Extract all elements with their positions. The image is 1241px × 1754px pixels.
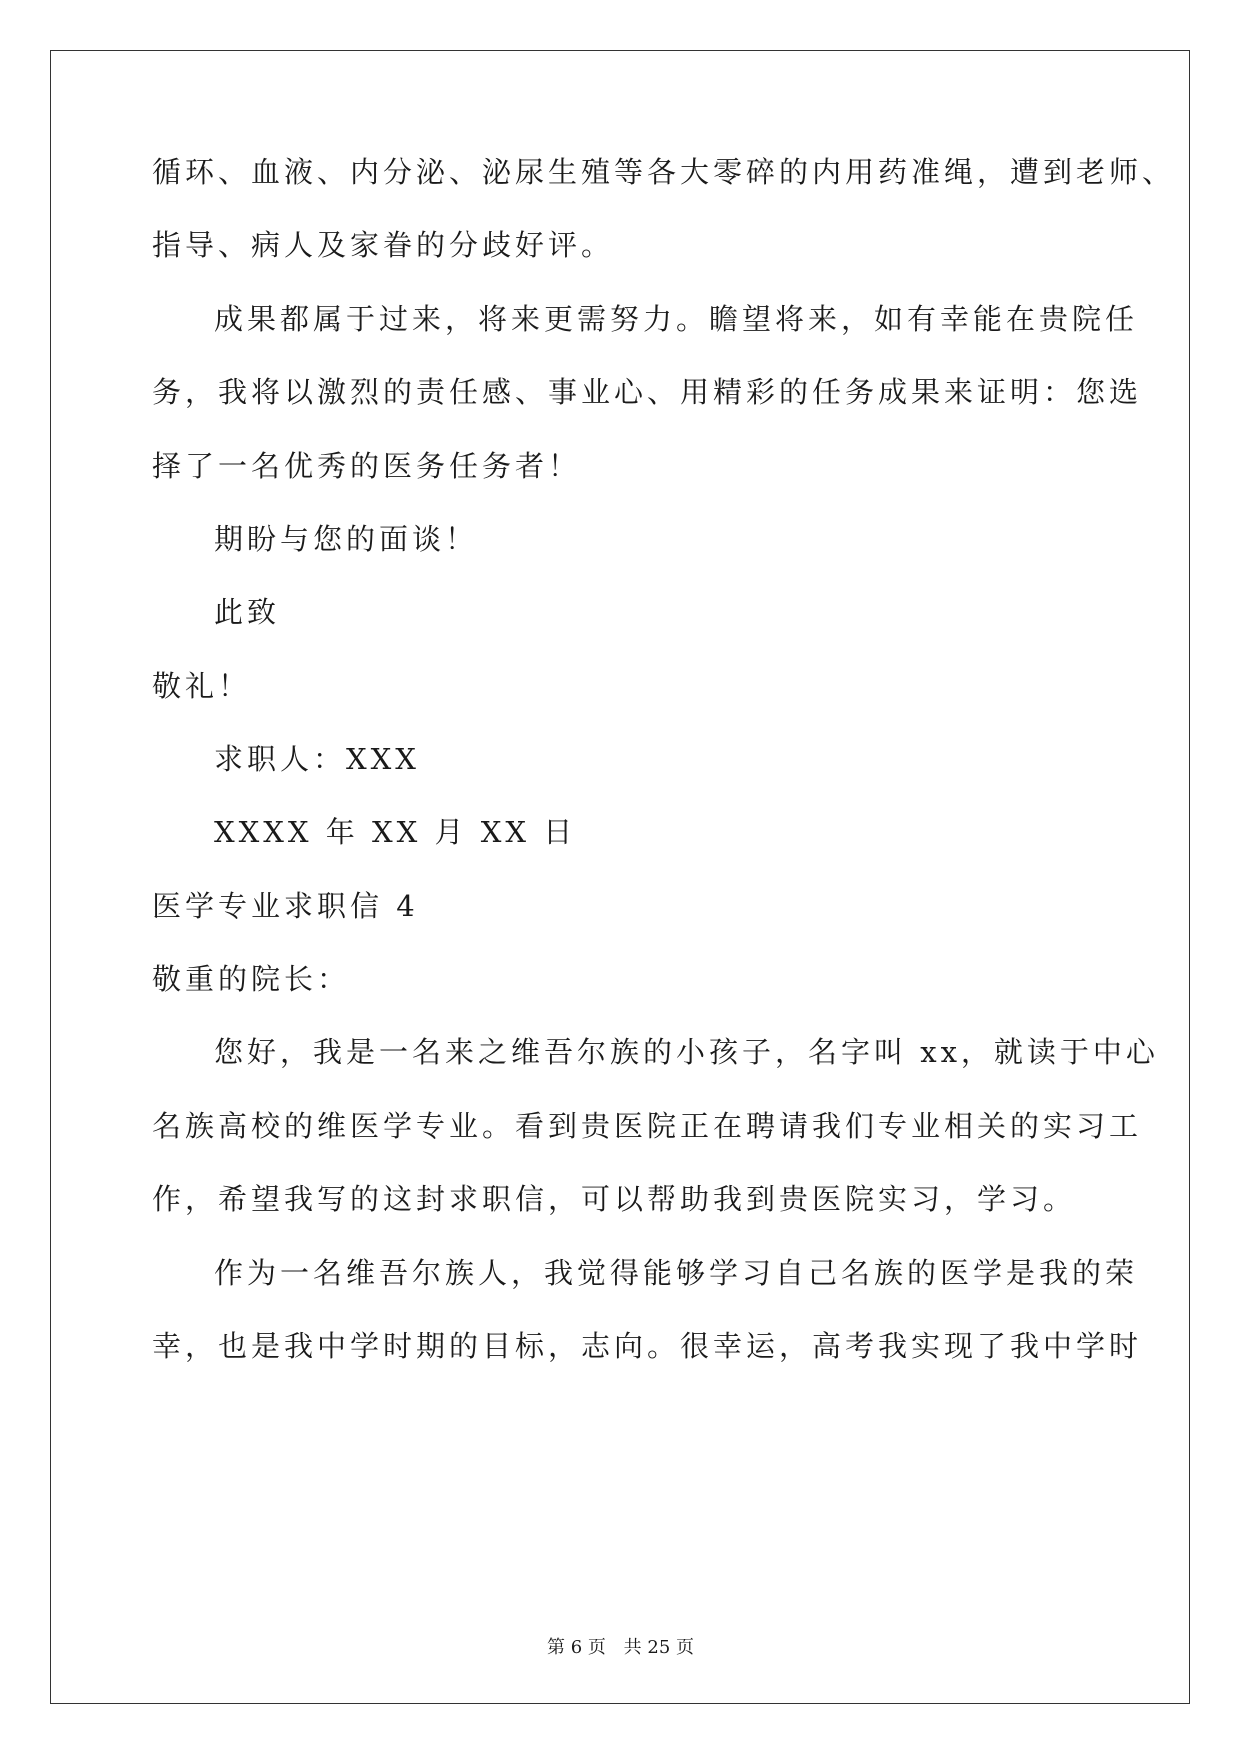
body-line-13: 您好，我是一名来之维吾尔族的小孩子，名字叫 xx，就读于中心 bbox=[214, 1035, 1159, 1069]
body-line-14: 名族高校的维医学专业。看到贵医院正在聘请我们专业相关的实习工 bbox=[152, 1109, 1143, 1143]
closing-regards: 敬礼！ bbox=[152, 669, 252, 703]
page-footer bbox=[0, 1633, 1241, 1659]
page-number: 第 6 页 bbox=[547, 1637, 606, 1658]
section-title: 医学专业求职信 4 bbox=[152, 889, 419, 923]
letter-date: XXXX 年 XX 月 XX 日 bbox=[214, 815, 577, 849]
body-line-6: 期盼与您的面谈！ bbox=[214, 522, 479, 556]
greeting: 敬重的院长： bbox=[152, 962, 351, 996]
body-line-16: 作为一名维吾尔族人，我觉得能够学习自己名族的医学是我的荣 bbox=[214, 1256, 1139, 1290]
body-line-1: 循环、血液、内分泌、泌尿生殖等各大零碎的内用药准绳，遭到老师、 bbox=[152, 155, 1176, 189]
body-line-17: 幸，也是我中学时期的目标，志向。很幸运，高考我实现了我中学时 bbox=[152, 1329, 1143, 1363]
body-line-5: 择了一名优秀的医务任务者！ bbox=[152, 449, 582, 483]
closing-salutation: 此致 bbox=[214, 595, 281, 629]
page-border bbox=[50, 50, 1190, 1704]
total-pages: 共 25 页 bbox=[623, 1637, 694, 1658]
body-line-2: 指导、病人及家眷的分歧好评。 bbox=[152, 228, 615, 262]
body-line-15: 作，希望我写的这封求职信，可以帮助我到贵医院实习，学习。 bbox=[152, 1182, 1077, 1216]
applicant-signature: 求职人：XXX bbox=[214, 742, 420, 776]
body-line-3: 成果都属于过来，将来更需努力。瞻望将来，如有幸能在贵院任 bbox=[214, 302, 1139, 336]
body-line-4: 务，我将以激烈的责任感、事业心、用精彩的任务成果来证明：您选 bbox=[152, 375, 1143, 409]
